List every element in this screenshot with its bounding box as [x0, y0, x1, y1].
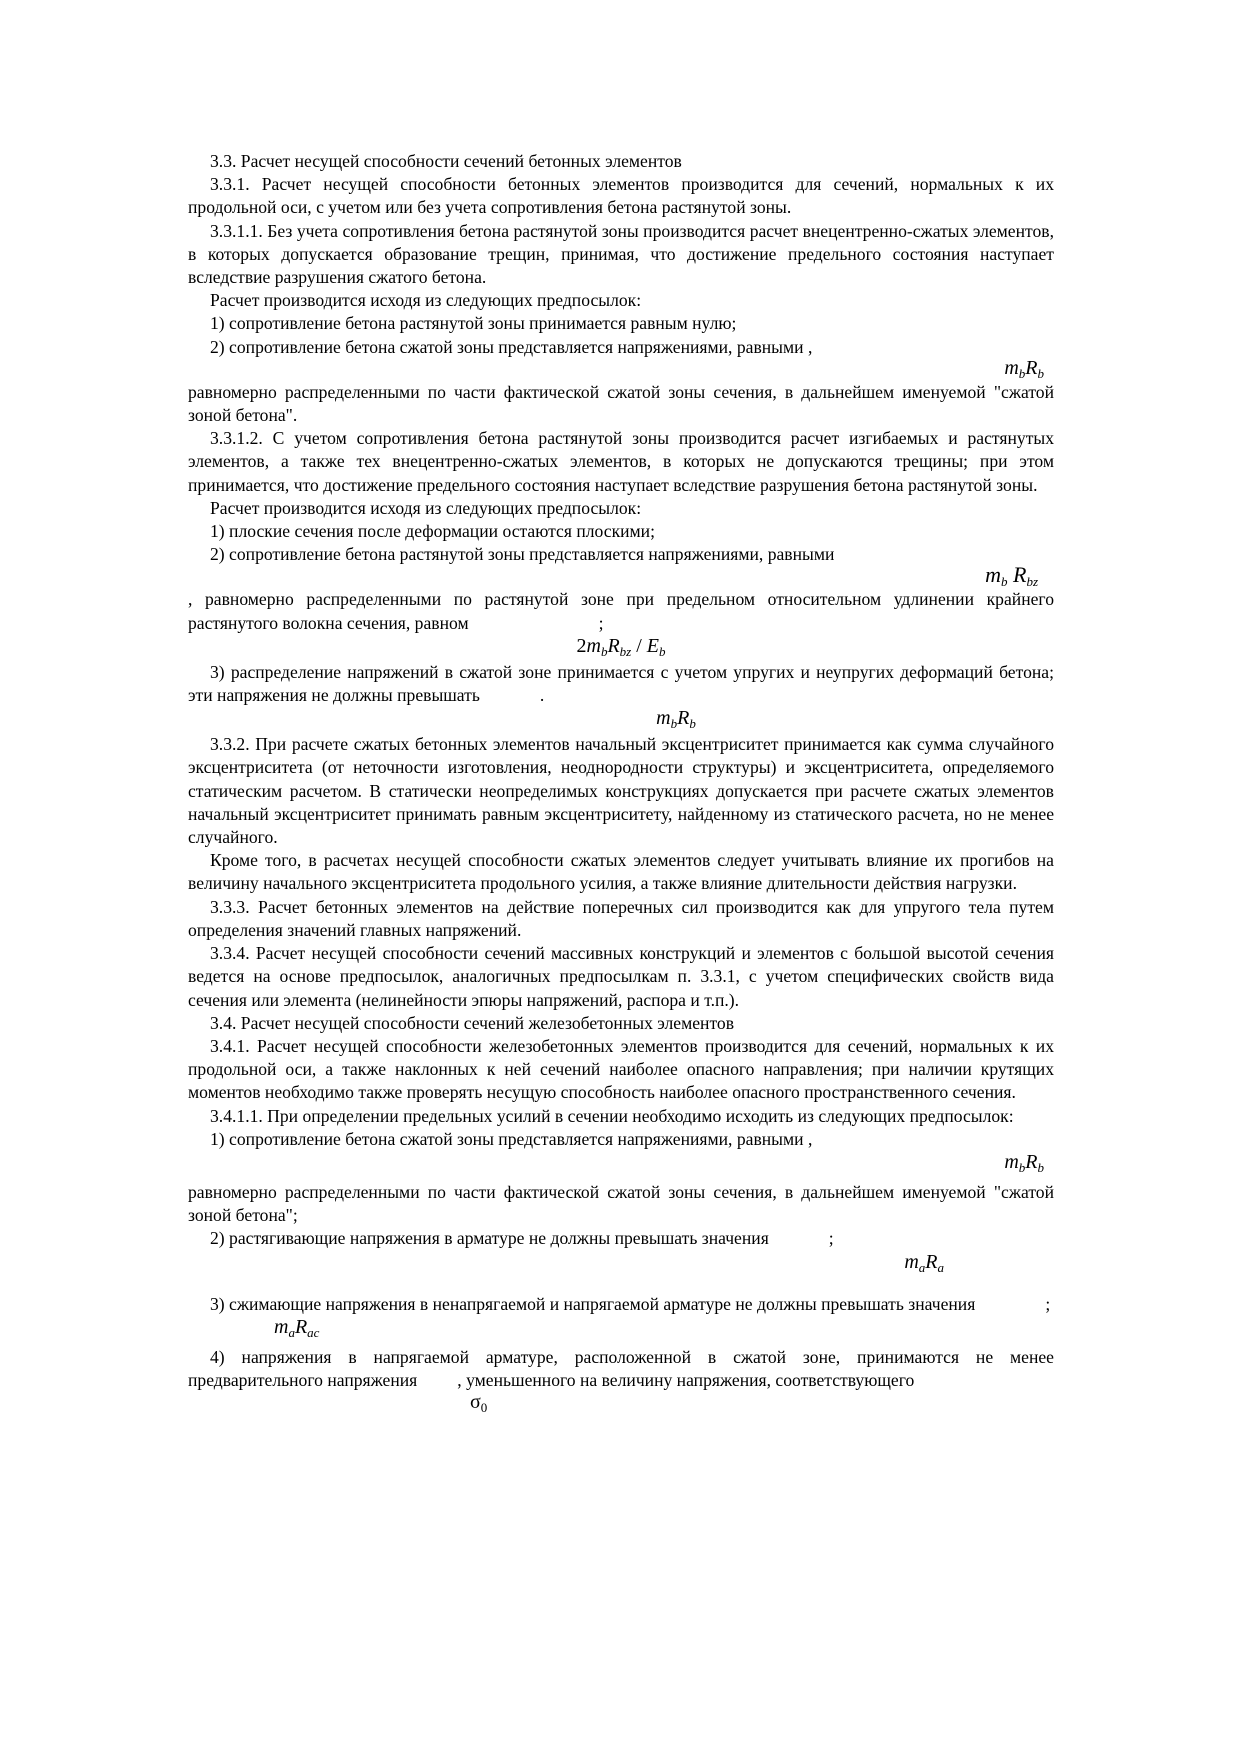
paragraph-3-3-1: 3.3.1. Расчет несущей способности бетонных элементов производится для сечений, нормальных к их продольной оси, с учетом или без учета сопротивления бетона растянутой зоны. — [188, 174, 1054, 218]
section-heading-3-3: 3.3. Расчет несущей способности сечений бетонных элементов — [210, 151, 682, 171]
formula-limit-strain: $2m_bR_{bz} / E_b$ — [576, 634, 666, 659]
paragraph-assumption-2-2: 2) сопротивление бетона растянутой зоны представляется напряжениями, равными $m_b$ $R_{bz}$ — [188, 543, 1054, 588]
paragraph-assumption-3-2: 2) растягивающие напряжения в арматуре не должны превышать значения ; $m_aR_a$ — [188, 1227, 1054, 1280]
paragraph-assumption-1-2: 2) сопротивление бетона сжатой зоны представляется напряжениями, равными , $m_bR_b$ — [188, 336, 1054, 381]
paragraph-3-3-3: 3.3.3. Расчет бетонных элементов на действие поперечных сил производится как для упругого тела путем определения значений главных напряжений. — [188, 896, 1054, 940]
formula-ma-ra: $m_aR_a$ — [904, 1250, 944, 1275]
paragraph-3-3-1-1: 3.3.1.1. Без учета сопротивления бетона растянутой зоны производится расчет внецентренно-сжатых элементов, в которых допускается образование трещин, принимая, что достижение предельного состояния наступает вследствие разрушения сжатого бетона. — [188, 220, 1054, 288]
paragraph-assumption-2-3: 3) распределение напряжений в сжатой зоне принимается с учетом упругих и неупругих деформаций бетона; эти напряжения не должны превышать . $m_bR_b$ — [188, 661, 1054, 732]
paragraph-3-3-2: 3.3.2. При расчете сжатых бетонных элементов начальный эксцентриситет принимается как сумма случайного эксцентриситета (от неточности изготовления, неоднородности структуры) и эксцентриситета, определяемого статическим расчетом. В статически неопределимых конструкциях допускается при расчете сжатых элементов начальный эксцентриситет принимать равным эксцентриситету, найденному из статического расчета, но не менее случайного. — [188, 734, 1054, 848]
formula-ma-rac: $m_aR_{ac}$ — [274, 1315, 320, 1340]
paragraph-assumption-3-3: 3) сжимающие напряжения в ненапрягаемой и напрягаемой арматуре не должны превышать значения ; $m_aR_{ac}$ — [188, 1293, 1054, 1346]
paragraph-assumption-2-2-cont: , равномерно распределенными по растянутой зоне при предельном относительном удлинении крайнего растянутого волокна сечения, равном ; $2m_bR_{bz} / E_b$ — [188, 589, 1054, 659]
paragraph-3-3-1-2: 3.3.1.2. С учетом сопротивления бетона растянутой зоны производится расчет изгибаемых и растянутых элементов, а также тех внецентренно-сжатых элементов, в которых не допускаются трещины; при этом принимается, что достижение предельного состояния наступает вследствие разрушения бетона растянутой зоны. — [188, 428, 1054, 495]
paragraph-assumption-3-4: 4) напряжения в напрягаемой арматуре, расположенной в сжатой зоне, принимаются не менее предварительного напряжения , уменьшенного на величину напряжения, соответствующего $\sigma_0$ — [188, 1346, 1054, 1418]
formula-mb-rbz: $m_b$ $R_{bz}$ — [985, 562, 1038, 590]
document-body — [188, 150, 1054, 1418]
section-heading-3-4: 3.4. Расчет несущей способности сечений железобетонных элементов — [210, 1012, 735, 1033]
paragraph-assumption-2-1: 1) плоские сечения после деформации остаются плоскими; — [210, 521, 655, 542]
paragraph-assumptions-intro-2: Расчет производится исходя из следующих предпосылок: — [210, 497, 642, 518]
paragraph-assumption-1-1: 1) сопротивление бетона растянутой зоны принимается равным нулю; — [210, 313, 737, 334]
paragraph-assumption-1-2-cont: равномерно распределенными по части фактической сжатой зоны сечения, в дальнейшем именуемой "сжатой зоной бетона". — [188, 381, 1054, 426]
paragraph-3-4-1-1: 3.4.1.1. При определении предельных усилий в сечении необходимо исходить из следующих предпосылок: — [210, 1105, 1014, 1126]
paragraph-3-3-4: 3.3.4. Расчет несущей способности сечений массивных конструкций и элементов с большой высотой сечения ведется на основе предпосылок, аналогичных предпосылкам п. 3.3.1, с учетом специфических свойств вида сечения или элемента (нелинейности эпюры напряжений, распора и т.п.). — [188, 943, 1054, 1010]
formula-mb-rb-2: $m_bR_b$ — [656, 707, 696, 732]
paragraph-assumption-3-1-cont: равномерно распределенными по части фактической сжатой зоны сечения, в дальнейшем именуемой "сжатой зоной бетона"; — [188, 1181, 1054, 1226]
formula-mb-rb: $m_bR_b$ — [1004, 356, 1044, 381]
paragraph-3-3-2-note: Кроме того, в расчетах несущей способности сжатых элементов следует учитывать влияние их прогибов на величину начального эксцентриситета продольного усилия, а также влияние длительности действия нагрузки. — [188, 850, 1054, 894]
paragraph-assumption-3-1: 1) сопротивление бетона сжатой зоны представляется напряжениями, равными , $m_bR_b$ — [188, 1128, 1054, 1181]
formula-sigma0: $\sigma_0$ — [470, 1391, 488, 1416]
formula-mb-rb-3: $m_bR_b$ — [1004, 1150, 1044, 1175]
paragraph-assumptions-intro-1: Расчет производится исходя из следующих предпосылок: — [210, 290, 642, 311]
paragraph-3-4-1: 3.4.1. Расчет несущей способности железобетонных элементов производится для сечений, нормальных к их продольной оси, а также наклонных к ней сечений наиболее опасного направления; при наличии крутящих моментов необходимо также проверять несущую способность наиболее опасного пространственного сечения. — [188, 1035, 1054, 1103]
